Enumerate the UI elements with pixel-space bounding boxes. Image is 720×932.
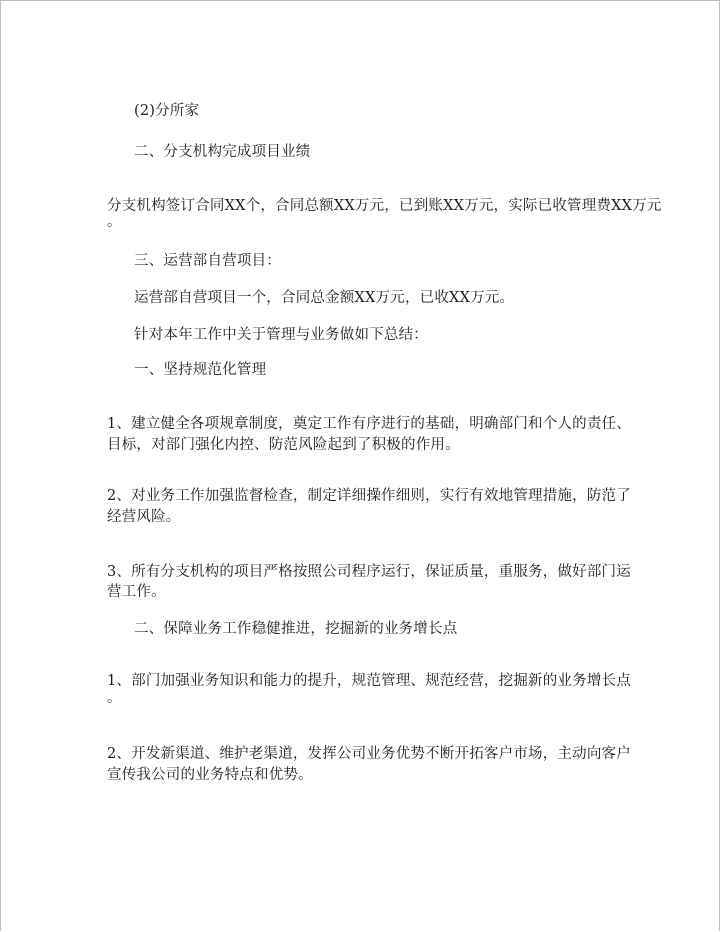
paragraph-branch-contracts-end: 。 <box>107 214 122 230</box>
list-item-3-line-2: 营工作。 <box>107 584 166 600</box>
heading-business-growth: 二、保障业务工作稳健推进，挖掘新的业务增长点 <box>134 621 458 637</box>
list-item-2-line-1: 2、对业务工作加强监督检查，制定详细操作细则，实行有效地管理措施，防范了 <box>107 488 631 504</box>
list-item-3-line-1: 3、所有分支机构的项目严格按照公司程序运行，保证质量，重服务，做好部门运 <box>107 564 631 580</box>
list-item-b1-line-1: 1、部门加强业务知识和能力的提升，规范管理、规范经营，挖掘新的业务增长点 <box>107 673 631 689</box>
heading-standardized-management: 一、坚持规范化管理 <box>134 362 267 378</box>
list-item-b1-line-2: 。 <box>107 690 122 706</box>
paragraph-summary-intro: 针对本年工作中关于管理与业务做如下总结： <box>134 327 428 343</box>
list-item-2-line-2: 经营风险。 <box>107 509 181 525</box>
heading-branch-performance: 二、分支机构完成项目业绩 <box>134 144 311 160</box>
paragraph-branch-contracts: 分支机构签订合同XX个，合同总额XX万元，已到账XX万元，实际已收管理费XX万元 <box>107 198 662 214</box>
list-item-b2-line-1: 2、开发新渠道、维护老渠道，发挥公司业务优势不断开拓客户市场，主动向客户 <box>107 746 631 762</box>
heading-self-operated: 三、运营部自营项目： <box>134 253 281 269</box>
list-item-1-line-1: 1、建立健全各项规章制度，奠定工作有序进行的基础，明确部门和个人的责任、 <box>107 416 631 432</box>
list-item-b2-line-2: 宣传我公司的业务特点和优势。 <box>107 767 313 783</box>
paragraph-self-operated: 运营部自营项目一个，合同总金额XX万元，已收XX万元。 <box>134 290 515 306</box>
section-item-branch-office: (2)分所家 <box>134 103 200 119</box>
list-item-1-line-2: 目标，对部门强化内控、防范风险起到了积极的作用。 <box>107 437 460 453</box>
